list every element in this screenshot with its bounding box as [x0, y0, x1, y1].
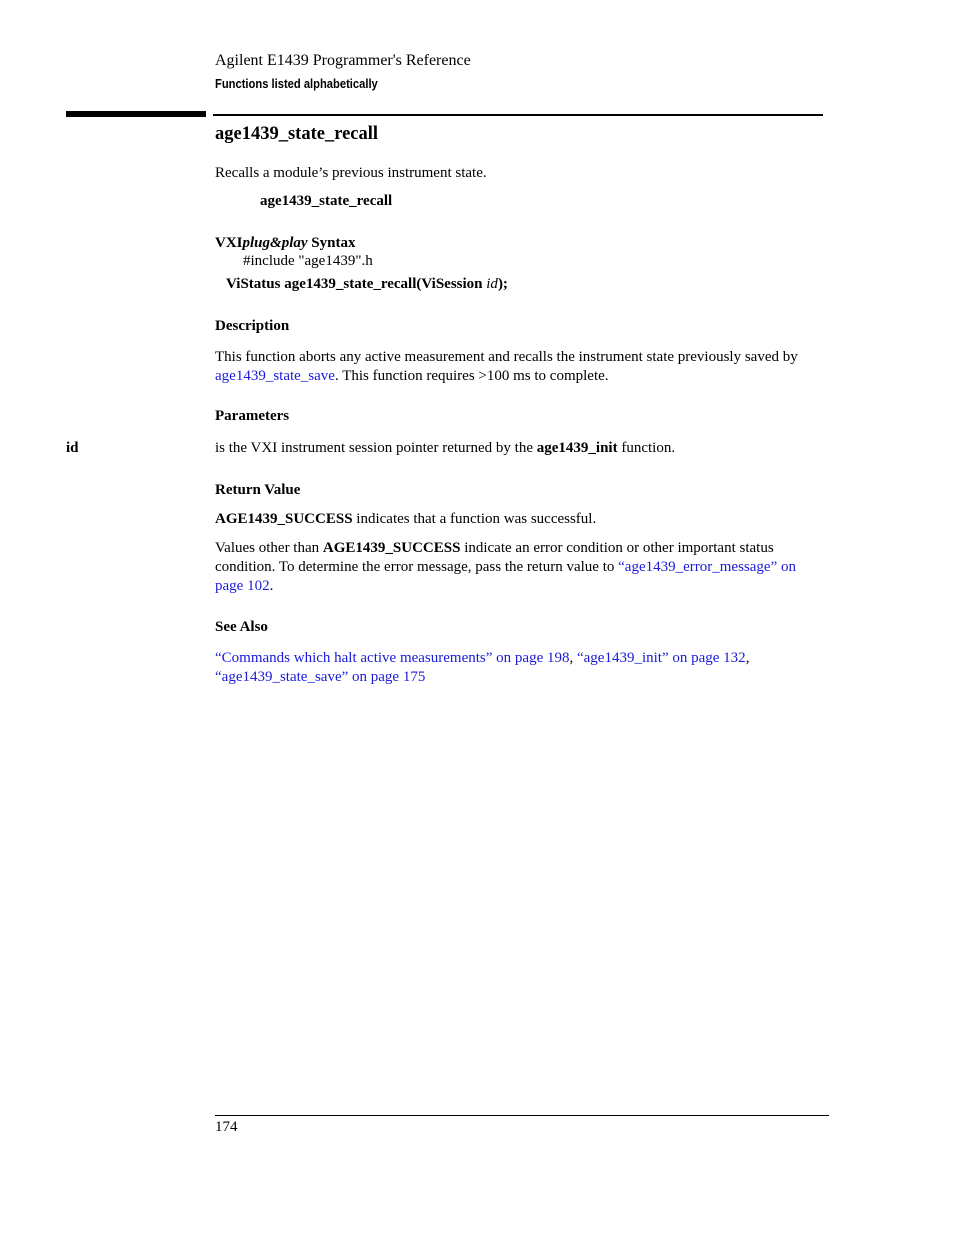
- return-other-text: [215, 539, 825, 596]
- see-also-link-halt-commands[interactable]: “Commands which halt active measurements” on page 198: [215, 650, 570, 666]
- description-link-state-save[interactable]: age1439_state_save: [215, 368, 335, 384]
- syntax-heading-italic: plug&play: [242, 235, 308, 251]
- return-value-heading: Return Value: [215, 482, 301, 498]
- description-heading: Description: [215, 318, 290, 334]
- return-other-before: Values other than: [215, 540, 323, 556]
- parameter-desc-after: function.: [617, 440, 676, 456]
- function-summary: Recalls a module’s previous instrument state.: [215, 165, 487, 181]
- parameter-desc-before: is the VXI instrument session pointer returned by the: [215, 440, 537, 456]
- see-also-link-state-save[interactable]: “age1439_state_save” on page 175: [215, 669, 426, 685]
- parameter-desc-bold: age1439_init: [536, 440, 618, 456]
- return-error-message-link[interactable]: “age1439_error_message” on page 102: [215, 559, 796, 594]
- return-success-bold: AGE1439_SUCCESS: [215, 511, 353, 527]
- section-rule-thin: [213, 114, 823, 116]
- return-other-bold: AGE1439_SUCCESS: [322, 540, 461, 556]
- parameter-description: [215, 440, 675, 457]
- parameters-heading: Parameters: [215, 408, 290, 424]
- description-text-after: . This function requires >100 ms to complete.: [334, 368, 609, 384]
- see-also-separator: ,: [569, 650, 577, 666]
- running-header-subtitle: Functions listed alphabetically: [215, 76, 378, 91]
- function-title: age1439_state_recall: [215, 124, 379, 144]
- see-also-links: [215, 649, 825, 687]
- return-success-rest: indicates that a function was successful.: [352, 511, 597, 527]
- syntax-include-line: #include "age1439".h: [243, 253, 373, 269]
- parameter-name: id: [66, 440, 79, 456]
- syntax-heading-suffix: Syntax: [307, 235, 356, 251]
- see-also-heading: See Also: [215, 619, 268, 635]
- footer-rule: [215, 1115, 829, 1116]
- return-other-mid: indicate an error condition or other important status condition. To determine the error message, pass the return value to: [215, 540, 774, 575]
- see-also-link-init[interactable]: “age1439_init” on page 132: [576, 650, 746, 666]
- see-also-separator: ,: [745, 650, 750, 666]
- prototype-end: );: [497, 276, 508, 292]
- return-success-text: [215, 511, 596, 528]
- prototype-param: id: [486, 276, 498, 292]
- function-name-line: age1439_state_recall: [260, 193, 393, 209]
- description-text: [215, 348, 825, 386]
- return-other-after: .: [269, 578, 274, 594]
- page-number: 174: [215, 1119, 238, 1135]
- syntax-heading: [215, 235, 355, 252]
- running-header-title: Agilent E1439 Programmer's Reference: [215, 52, 471, 69]
- description-text-before: This function aborts any active measurement and recalls the instrument state previously saved by: [215, 349, 798, 365]
- syntax-heading-prefix: VXI: [215, 235, 243, 251]
- section-rule-thick: [66, 111, 206, 117]
- syntax-prototype: [226, 276, 508, 293]
- prototype-start: ViStatus age1439_state_recall(ViSession: [226, 276, 487, 292]
